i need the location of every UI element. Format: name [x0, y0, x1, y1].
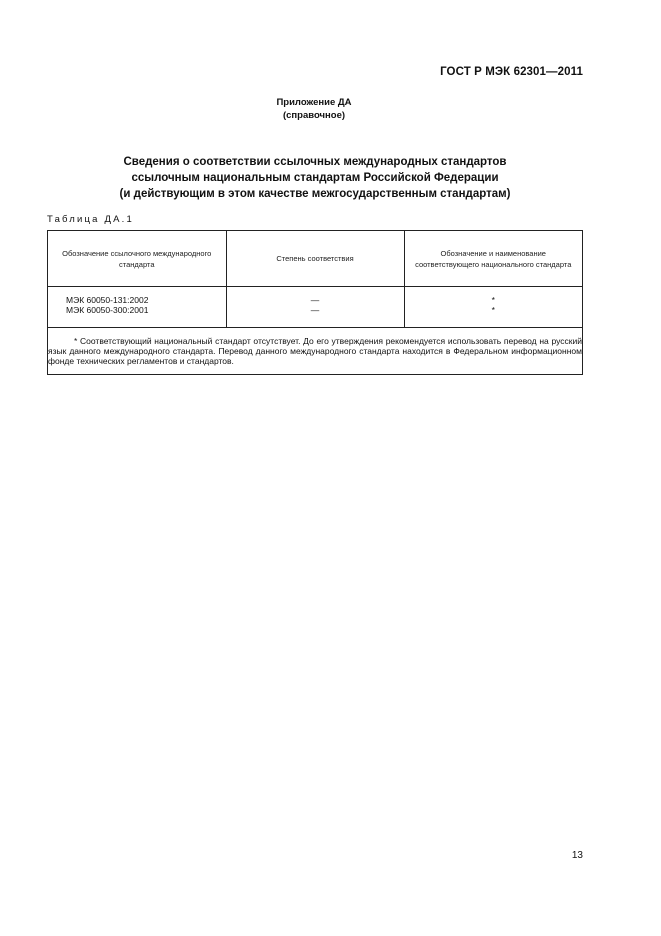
header-degree-of-conformity: Степень соответствия	[226, 231, 404, 287]
national-1: *	[491, 295, 495, 305]
header-national-standard: Обозначение и наименование соответствующего национального стандарта	[404, 231, 582, 287]
section-title	[0, 154, 630, 202]
section-title-line-2: ссылочным национальным стандартам Российской Федерации	[131, 172, 499, 184]
header-international-standard: Обозначение ссылочного международного стандарта	[48, 231, 226, 287]
national-2: *	[491, 305, 495, 315]
standards-table	[47, 230, 583, 375]
table-footnote-row	[48, 328, 582, 369]
table-row	[48, 287, 582, 328]
cell-degree	[226, 287, 404, 328]
ref-standard-2: МЭК 60050-300:2001	[66, 305, 149, 315]
table-caption: Таблица ДА.1	[47, 214, 134, 225]
document-code: ГОСТ Р МЭК 62301—2011	[440, 66, 583, 78]
appendix-heading	[0, 96, 628, 122]
page-number: 13	[571, 850, 583, 861]
ref-standard-1: МЭК 60050-131:2002	[66, 295, 149, 305]
degree-1: —	[310, 295, 320, 305]
appendix-subtitle: (справочное)	[282, 110, 346, 121]
appendix-title: Приложение ДА	[276, 97, 352, 108]
section-title-line-1: Сведения о соответствии ссылочных международных стандартов	[123, 156, 507, 168]
section-title-line-3: (и действующим в этом качестве межгосударственным стандартам)	[119, 188, 511, 200]
cell-international-refs	[48, 287, 226, 328]
degree-2: —	[310, 305, 320, 315]
cell-national	[404, 287, 582, 328]
table-footnote: * Соответствующий национальный стандарт отсутствует. До его утверждения рекомендуется использовать перевод на русский язык данного международного стандарта. Перевод данного международного стандарта находится в Федеральном информационном фонде технических регламентов и стандартов.	[48, 336, 582, 366]
standards-table-grid	[48, 231, 582, 368]
table-header-row	[48, 231, 582, 287]
